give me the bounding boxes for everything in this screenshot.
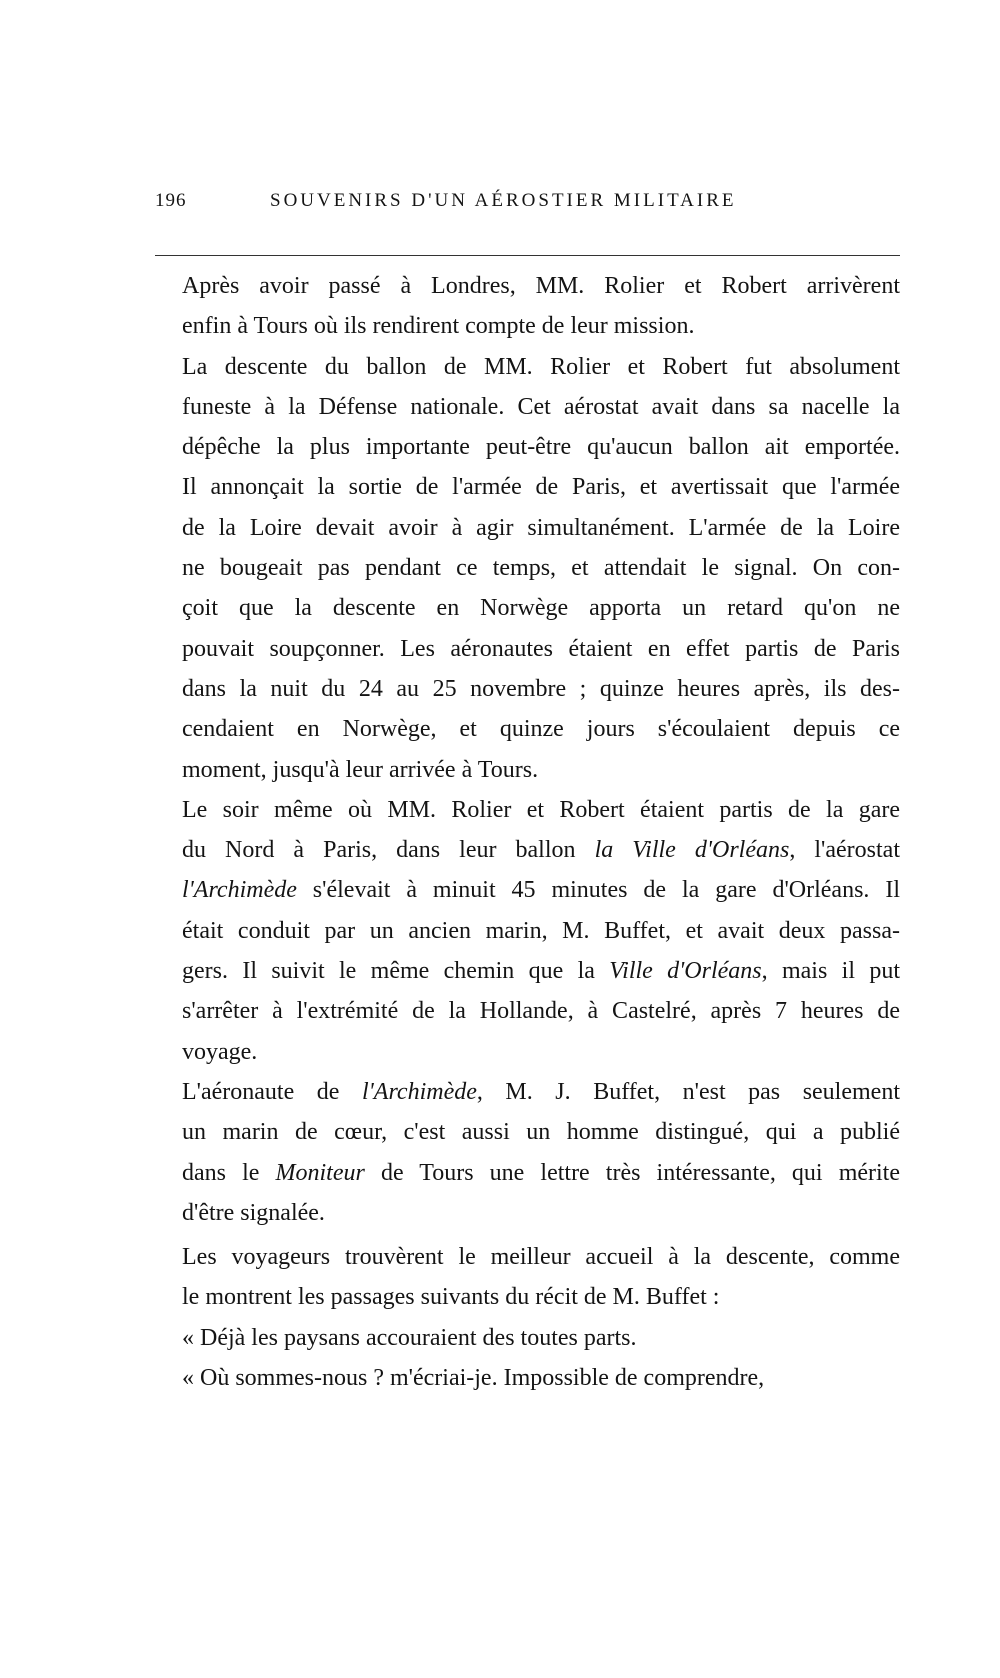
text-line: dans le Moniteur de Tours une lettre très intéressante, qui mérite (182, 1159, 901, 1186)
paragraph (155, 1237, 900, 1318)
text-line: « Où sommes-nous ? m'écriai-je. Impossible de comprendre, (182, 1365, 765, 1392)
text-line: pouvait soupçonner. Les aéronautes étaient en effet partis de Paris (182, 635, 900, 662)
text-line: Le soir même où MM. Rolier et Robert étaient partis de la gare (182, 796, 900, 823)
page-number: 196 (155, 190, 187, 211)
paragraph (155, 266, 900, 347)
text-line: Après avoir passé à Londres, MM. Rolier et Robert arrivèrent (182, 273, 900, 299)
body-text (155, 266, 900, 1398)
paragraph (155, 1072, 900, 1233)
text-line: funeste à la Défense nationale. Cet aérostat avait dans sa nacelle la (182, 393, 900, 420)
text-line: « Déjà les paysans accouraient des toutes parts. (182, 1324, 637, 1351)
italic-title: Ville d'Orléans (609, 958, 762, 985)
text-line: L'aéronaute de l'Archimède, M. J. Buffet, n'est pas seulement (182, 1078, 900, 1105)
header-rule (155, 255, 900, 256)
text-line: voyage. (182, 1038, 258, 1065)
italic-title: l'Archimède (182, 877, 297, 904)
text-line: enfin à Tours où ils rendirent compte de leur mission. (182, 313, 695, 340)
text-line: d'être signalée. (182, 1199, 325, 1226)
text-line: un marin de cœur, c'est aussi un homme distingué, qui a publié (182, 1119, 900, 1146)
text-line: Il annonçait la sortie de l'armée de Paris, et avertissait que l'armée (182, 474, 900, 501)
quote-paragraph (155, 1358, 900, 1398)
text-line: cendaient en Norwège, et quinze jours s'écoulaient depuis ce (182, 716, 900, 743)
italic-title: l'Archimède (362, 1078, 477, 1105)
text-line: moment, jusqu'à leur arrivée à Tours. (182, 756, 539, 783)
text-line: était conduit par un ancien marin, M. Buffet, et avait deux passa- (182, 917, 900, 944)
paragraph (155, 790, 900, 1072)
italic-title: Moniteur (275, 1159, 365, 1186)
paragraph (155, 347, 900, 790)
text-line: gers. Il suivit le même chemin que la Ville d'Orléans, mais il put (182, 958, 900, 985)
text-line: de la Loire devait avoir à agir simultanément. L'armée de la Loire (182, 514, 900, 541)
running-title: SOUVENIRS D'UN AÉROSTIER MILITAIRE (270, 190, 737, 211)
text-line: Les voyageurs trouvèrent le meilleur accueil à la descente, comme (182, 1244, 900, 1271)
text-line: l'Archimède s'élevait à minuit 45 minutes de la gare d'Orléans. Il (182, 877, 900, 904)
text-line: le montrent les passages suivants du récit de M. Buffet : (182, 1284, 720, 1311)
text-line: s'arrêter à l'extrémité de la Hollande, à Castelré, après 7 heures de (182, 998, 900, 1025)
italic-title: la Ville d'Orléans (594, 837, 790, 864)
text-line: du Nord à Paris, dans leur ballon la Ville d'Orléans, l'aérostat (182, 837, 901, 864)
text-line: ne bougeait pas pendant ce temps, et attendait le signal. On con- (182, 555, 900, 582)
text-line: çoit que la descente en Norwège apporta un retard qu'on ne (182, 595, 900, 622)
page-header (155, 190, 900, 220)
text-line: dans la nuit du 24 au 25 novembre ; quinze heures après, ils des- (182, 675, 900, 702)
text-line: dépêche la plus importante peut-être qu'aucun ballon ait emportée. (182, 434, 900, 461)
text-line: La descente du ballon de MM. Rolier et Robert fut absolument (182, 353, 900, 380)
quote-paragraph (155, 1318, 900, 1358)
